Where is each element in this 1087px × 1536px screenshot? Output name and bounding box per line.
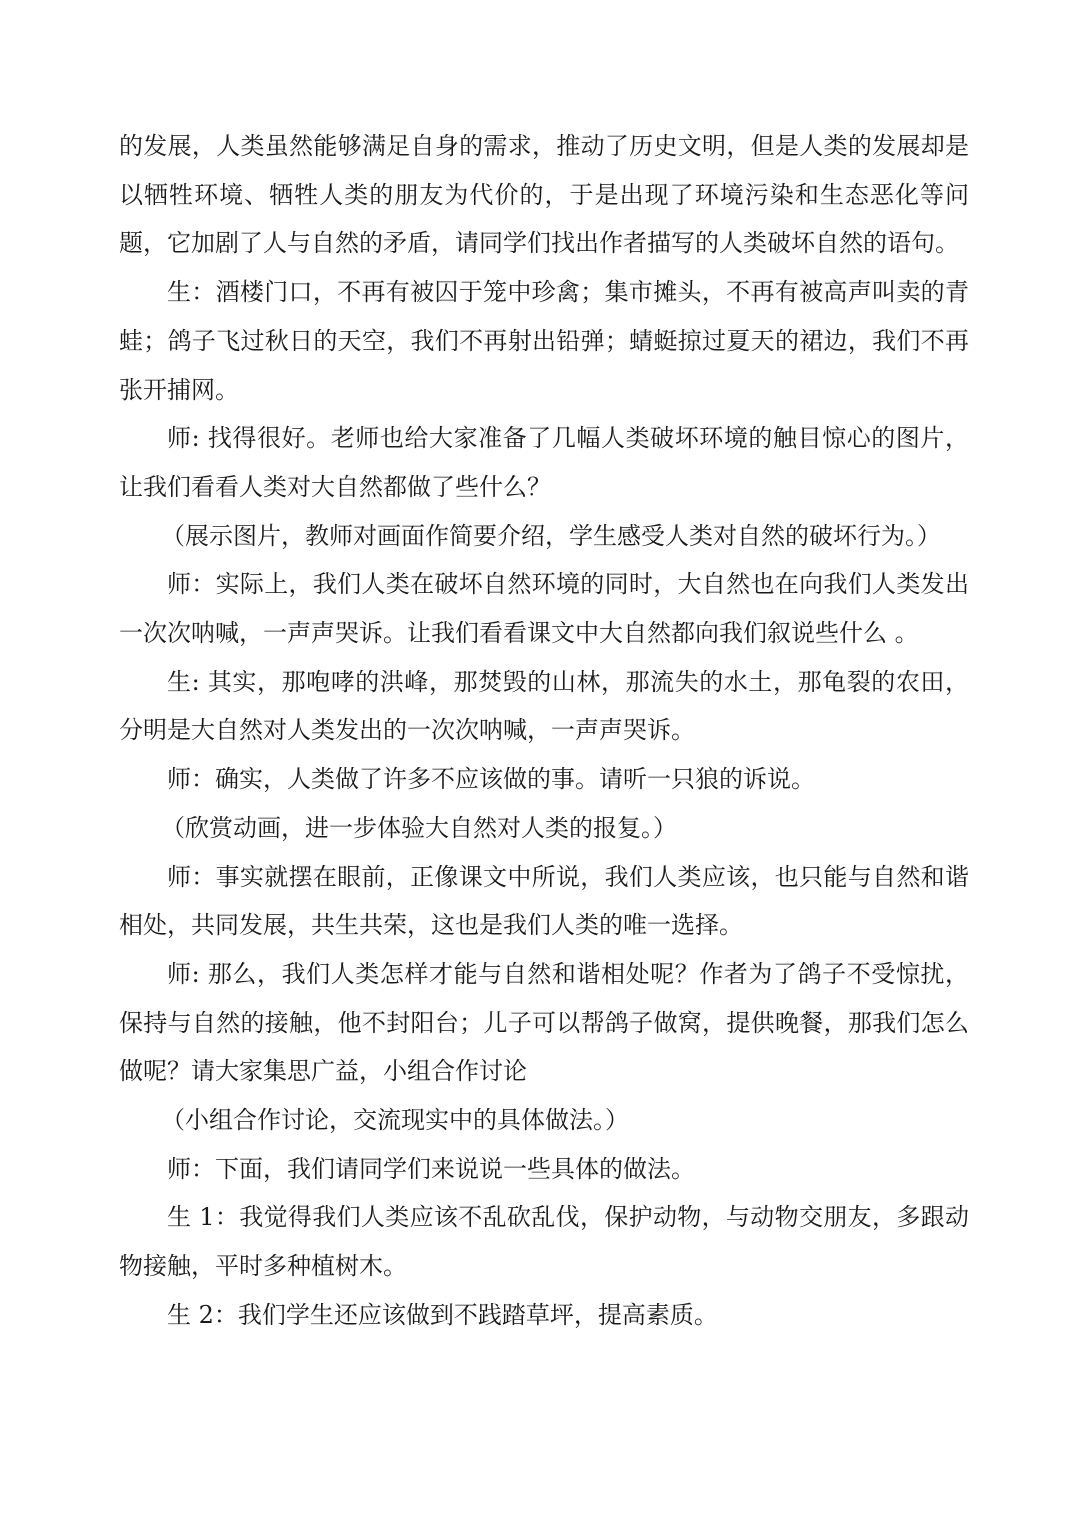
paragraph-stage-note: （小组合作讨论，交流现实中的具体做法。） bbox=[161, 1106, 629, 1135]
document-body bbox=[119, 122, 969, 1340]
paragraph-teacher-remark: 师: 找得很好。老师也给大家准备了几幅人类破坏环境的触目惊心的图片，让我们看看人类对大自然都做了些什么？ bbox=[119, 424, 969, 501]
paragraph-student-answer: 生 1：我觉得我们人类应该不乱砍乱伐，保护动物，与动物交朋友，多跟动物接触，平时多种植树木。 bbox=[119, 1203, 969, 1281]
paragraph-teacher-remark: 师：实际上，我们人类在破坏自然环境的同时，大自然也在向我们人类发出一次次呐喊，一声声哭诉。让我们看看课文中大自然都向我们叙说些什么 。 bbox=[119, 570, 969, 648]
paragraph-teacher-remark: 师：确实，人类做了许多不应该做的事。请听一只狼的诉说。 bbox=[167, 765, 815, 794]
paragraph-student-answer: 生 2：我们学生还应该做到不践踏草坪，提高素质。 bbox=[167, 1300, 718, 1329]
paragraph-student-answer: 生：酒楼门口，不再有被囚于笼中珍禽；集市摊头，不再有被高声叫卖的青蛙；鸽子飞过秋日的天空，我们不再射出铅弹；蜻蜓掠过夏天的裙边，我们不再张开捕网。 bbox=[119, 278, 969, 404]
paragraph-stage-note: （欣赏动画，进一步体验大自然对人类的报复。） bbox=[161, 813, 677, 842]
paragraph-stage-note: （展示图片，教师对画面作简要介绍，学生感受人类对自然的破坏行为。） bbox=[161, 521, 941, 550]
paragraph-teacher-remark: 师：事实就摆在眼前，正像课文中所说，我们人类应该，也只能与自然和谐相处，共同发展，共生共荣，这也是我们人类的唯一选择。 bbox=[119, 862, 969, 940]
paragraph-teacher-remark: 师: 那么，我们人类怎样才能与自然和谐相处呢？作者为了鸽子不受惊扰，保持与自然的接触，他不封阳台；儿子可以帮鸽子做窝，提供晚餐，那我们怎么做呢？请大家集思广益，小组合作讨论 bbox=[119, 959, 969, 1086]
paragraph-student-answer: 生: 其实，那咆哮的洪峰，那焚毁的山林，那流失的水土，那龟裂的农田，分明是大自然对人类发出的一次次呐喊，一声声哭诉。 bbox=[119, 667, 969, 745]
paragraph-teacher-remark: 师：下面，我们请同学们来说说一些具体的做法。 bbox=[167, 1154, 695, 1183]
paragraph-continuation: 的发展，人类虽然能够满足自身的需求，推动了历史文明，但是人类的发展却是以牺牲环境、牺牲人类的朋友为代价的，于是出现了环境污染和生态恶化等问题，它加剧了人与自然的矛盾，请同学们找出作者描写的人类破坏自然的语句。 bbox=[119, 132, 969, 258]
